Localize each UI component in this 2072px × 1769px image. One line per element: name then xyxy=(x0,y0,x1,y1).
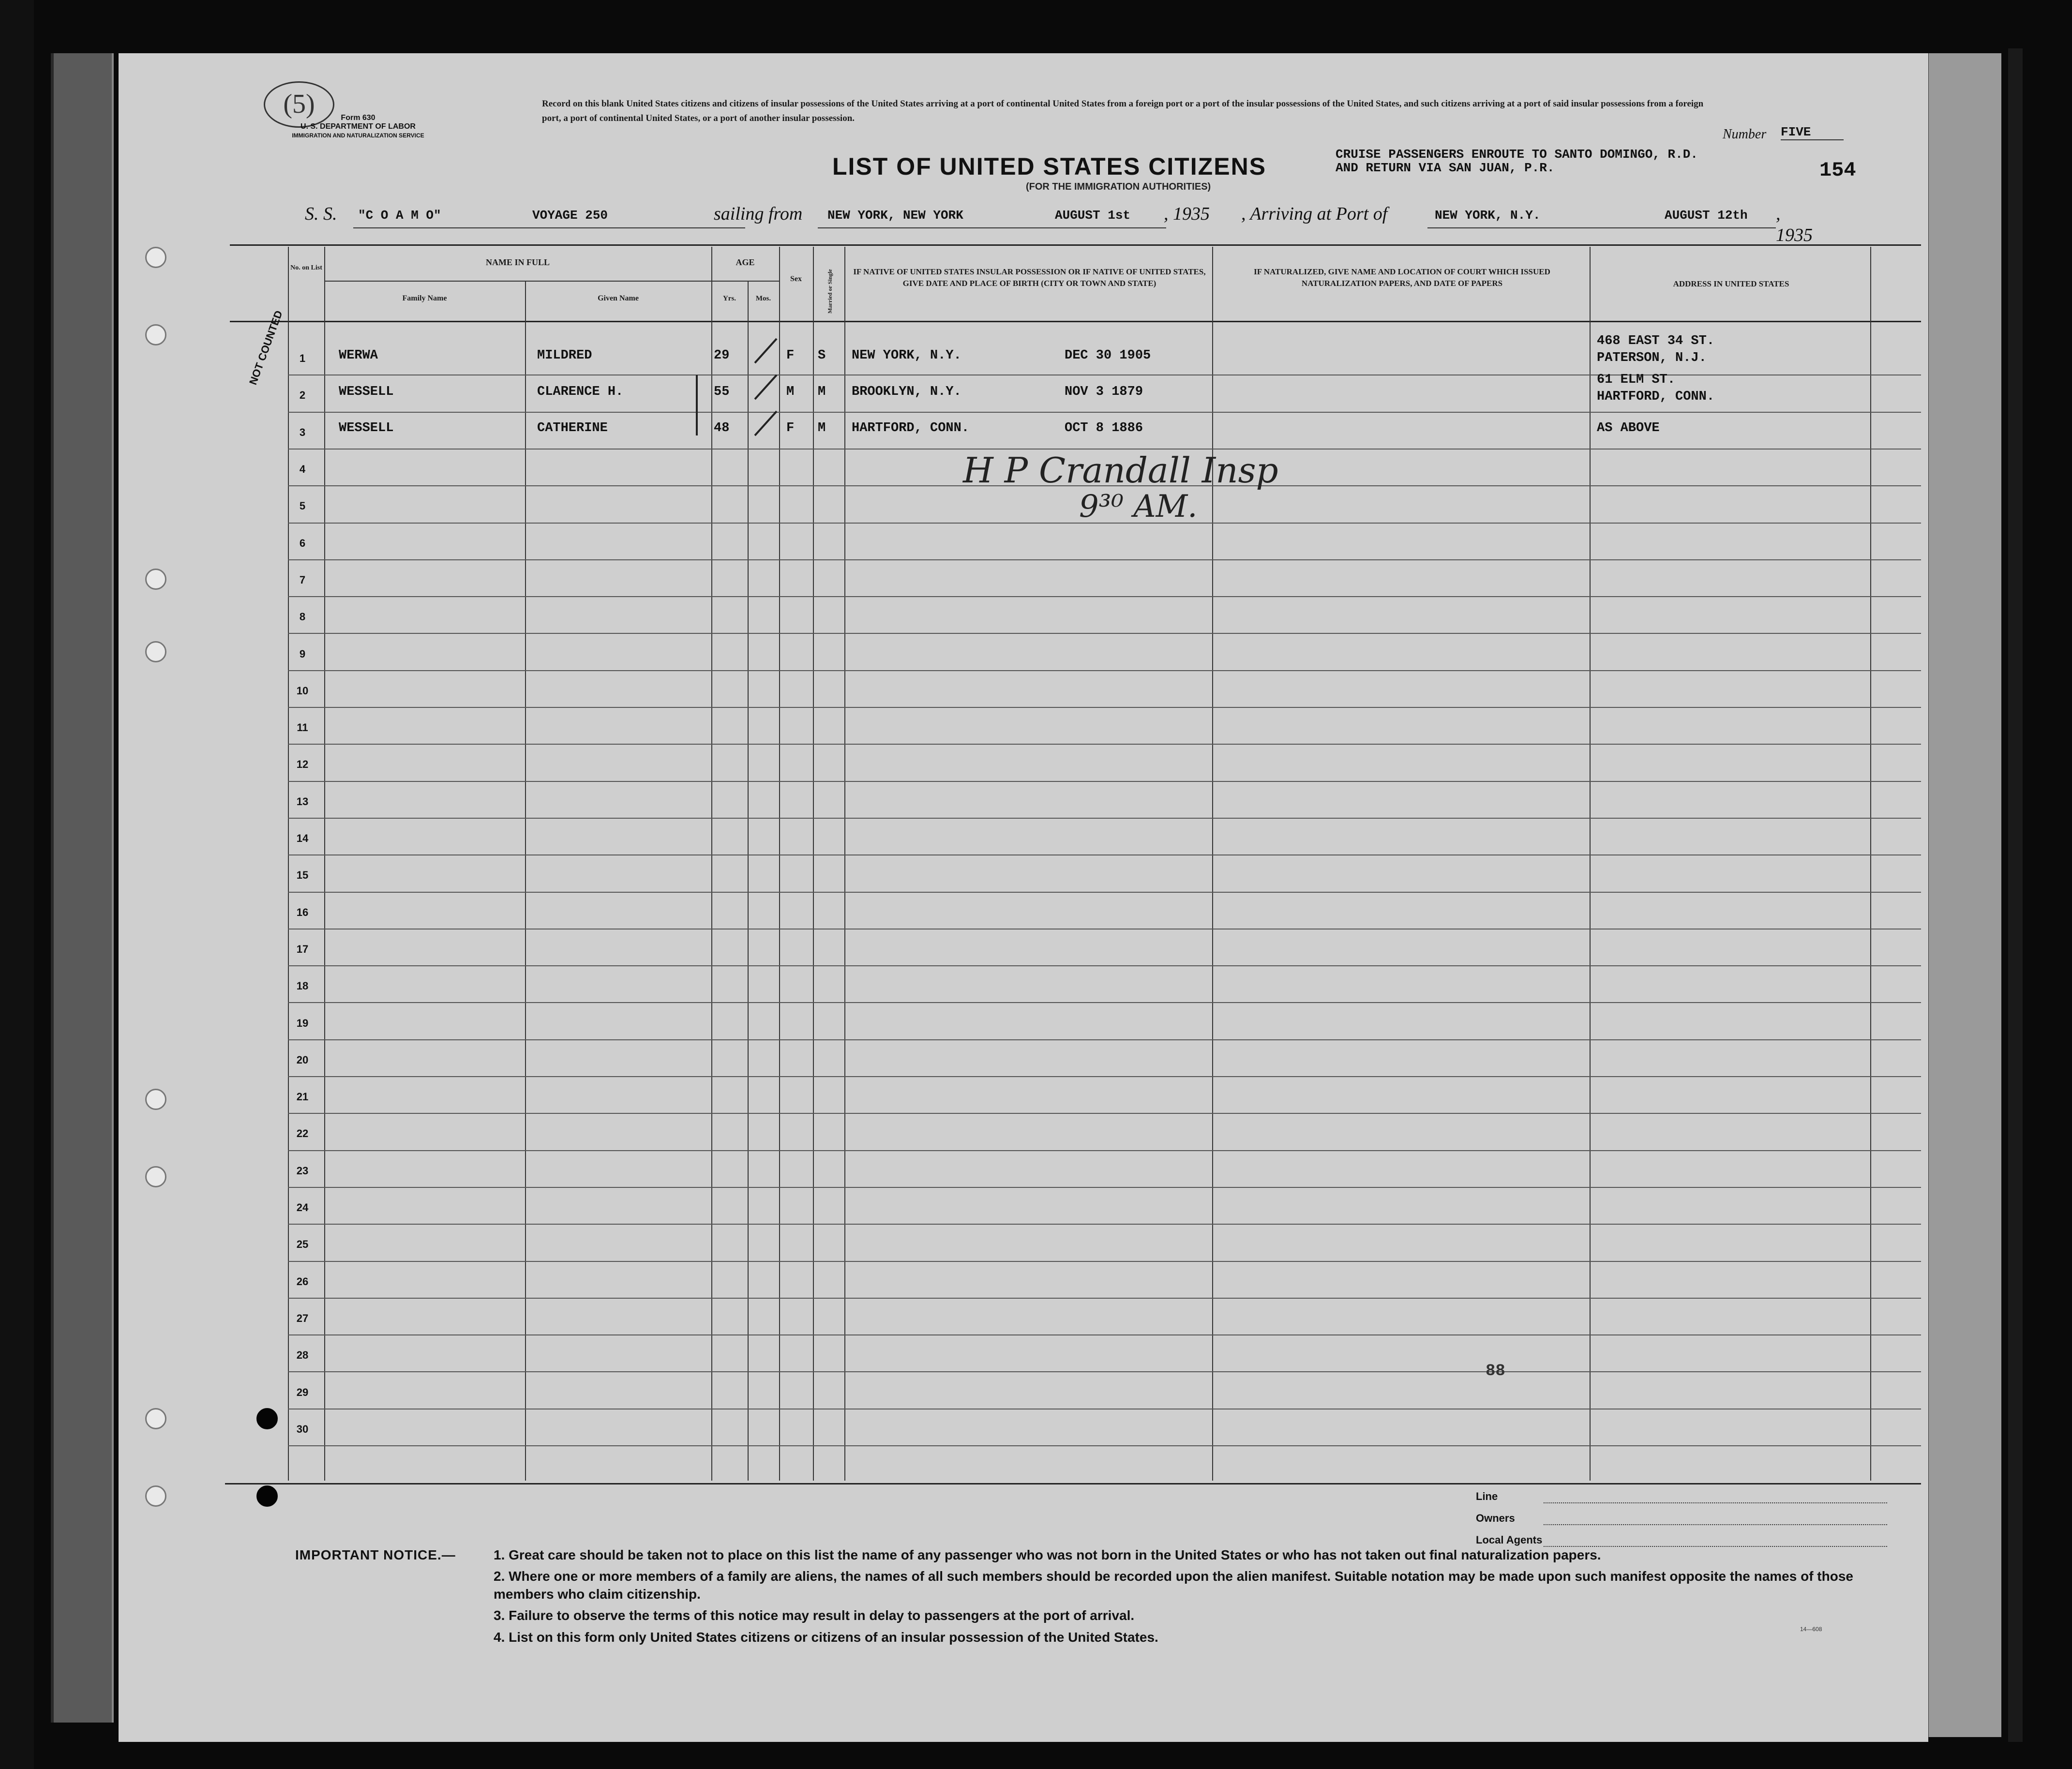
inspection-time: 9³⁰ AM. xyxy=(1079,489,1198,525)
family-name: WESSELL xyxy=(339,421,394,435)
row-number: 1 xyxy=(299,352,306,364)
row-number: 25 xyxy=(296,1238,309,1250)
row-line xyxy=(288,1113,1921,1114)
notice-item-4: 4. List on this form only United States citizens or citizens of an insular possession of the United States. xyxy=(494,1630,1158,1645)
number-label: Number xyxy=(1723,127,1767,142)
header-family-name: Family Name xyxy=(402,294,447,302)
row-number: 20 xyxy=(296,1054,309,1066)
birth-place: HARTFORD, CONN. xyxy=(852,421,970,435)
row-number: 6 xyxy=(299,537,306,549)
stamp-number: 88 xyxy=(1486,1362,1505,1380)
number-value: FIVE xyxy=(1781,125,1844,140)
header-naturalized: IF NATURALIZED, GIVE NAME AND LOCATION OF COURT WHICH ISSUED NATURALIZATION PAPERS, AND DATE OF PAPERS xyxy=(1254,267,1550,288)
punch-hole xyxy=(145,641,166,662)
notice-item-1: 1. Great care should be taken not to place on this list the name of any passenger who was not born in the United States or who has not taken out final naturalization papers. xyxy=(494,1547,1601,1562)
row-line xyxy=(288,1187,1921,1188)
row-number: 10 xyxy=(296,685,309,697)
address-line-2: PATERSON, N.J. xyxy=(1597,351,1707,365)
marital-status: M xyxy=(818,385,826,399)
row-number: 26 xyxy=(296,1275,309,1288)
column-divider xyxy=(1212,247,1213,1481)
header-married-single: Married or Single xyxy=(826,269,833,314)
age-years: 48 xyxy=(714,421,730,435)
birth-place: NEW YORK, N.Y. xyxy=(852,348,961,363)
address-line-2: HARTFORD, CONN. xyxy=(1597,390,1715,404)
arriving-label: , Arriving at Port of xyxy=(1241,204,1388,224)
address-line-1: 468 EAST 34 ST. xyxy=(1597,334,1715,348)
birth-date: OCT 8 1886 xyxy=(1065,421,1143,435)
carrier-info xyxy=(1476,1485,1542,1551)
marital-status: M xyxy=(818,421,826,435)
given-name: CLARENCE H. xyxy=(537,385,624,399)
departure-port: NEW YORK, NEW YORK xyxy=(827,208,963,223)
row-number: 17 xyxy=(296,943,309,955)
row-line xyxy=(288,781,1921,782)
row-number: 4 xyxy=(299,463,306,475)
row-line xyxy=(288,559,1921,560)
column-divider xyxy=(748,281,749,1481)
row-number: 30 xyxy=(296,1423,309,1435)
row-line xyxy=(288,1371,1921,1372)
binder-spine xyxy=(51,53,114,1723)
row-line xyxy=(288,1445,1921,1446)
ss-label: S. S. xyxy=(305,204,337,224)
row-number: 13 xyxy=(296,795,309,808)
family-name: WESSELL xyxy=(339,385,394,399)
rule xyxy=(818,227,1166,228)
given-name: CATHERINE xyxy=(537,421,608,435)
address-line-1: 61 ELM ST. xyxy=(1597,373,1676,387)
row-number: 27 xyxy=(296,1312,309,1324)
header-no-on-list: No. on List xyxy=(290,264,322,271)
punch-hole xyxy=(145,247,166,268)
form-identifier: Form 630 U. S. DEPARTMENT OF LABOR IMMIGRATION AND NATURALIZATION SERVICE xyxy=(292,114,424,139)
header-age: AGE xyxy=(736,257,755,267)
page-subtitle: (FOR THE IMMIGRATION AUTHORITIES) xyxy=(1026,181,1211,192)
column-divider xyxy=(1870,247,1871,1481)
punch-hole xyxy=(145,324,166,345)
header-subrule xyxy=(324,281,779,282)
agents-label: Local Agents xyxy=(1476,1534,1543,1546)
birth-place: BROOKLYN, N.Y. xyxy=(852,385,961,399)
page-number: 154 xyxy=(1819,159,1856,182)
column-divider xyxy=(813,247,814,1481)
notice-item-2: 2. Where one or more members of a family are aliens, the names of all such members should be recorded upon the alien manifest. Suitable notation may be made upon such manifest opposite the names of those members who claim citizenship. xyxy=(494,1569,1853,1602)
given-name: MILDRED xyxy=(537,348,592,363)
row-line xyxy=(288,412,1921,413)
fill-line xyxy=(1544,1502,1887,1503)
punch-hole xyxy=(145,1485,166,1507)
punch-hole xyxy=(145,569,166,590)
birth-date: DEC 30 1905 xyxy=(1065,348,1151,363)
arrival-port: NEW YORK, N.Y. xyxy=(1435,208,1541,223)
row-number: 8 xyxy=(299,611,306,623)
row-number: 11 xyxy=(297,721,308,734)
row-line xyxy=(288,1224,1921,1225)
punch-hole xyxy=(145,1166,166,1187)
row-line xyxy=(288,892,1921,893)
row-line xyxy=(288,1298,1921,1299)
page-title: LIST OF UNITED STATES CITIZENS xyxy=(832,153,1267,180)
sex: M xyxy=(786,385,795,399)
column-divider xyxy=(844,247,845,1481)
age-years: 55 xyxy=(714,385,730,399)
row-line xyxy=(288,1076,1921,1077)
owners-label: Owners xyxy=(1476,1512,1515,1524)
row-line xyxy=(288,633,1921,634)
age-tick-marks xyxy=(750,334,784,450)
sex: F xyxy=(786,348,795,363)
binder-edge-right xyxy=(2008,48,2023,1742)
column-divider xyxy=(324,247,325,1481)
row-number: 7 xyxy=(299,574,306,586)
row-number: 5 xyxy=(299,500,306,512)
adjacent-page-edge xyxy=(1926,53,2001,1737)
punch-hole xyxy=(145,1089,166,1110)
row-line xyxy=(288,1261,1921,1262)
row-line xyxy=(288,707,1921,708)
punch-hole xyxy=(256,1485,278,1507)
age-years: 29 xyxy=(714,348,730,363)
header-birth: IF NATIVE OF UNITED STATES INSULAR POSSESSION OR IF NATIVE OF UNITED STATES, GIVE DATE AND PLACE OF BIRTH (CITY OR TOWN AND STATE) xyxy=(853,267,1206,288)
voyage-number: VOYAGE 250 xyxy=(532,208,608,223)
notice-item-3: 3. Failure to observe the terms of this notice may result in delay to passengers at the port of arrival. xyxy=(494,1608,1135,1623)
row-line xyxy=(288,596,1921,597)
rule xyxy=(1427,227,1776,228)
header-mos: Mos. xyxy=(755,295,771,302)
column-divider xyxy=(288,247,289,1481)
circled-number: (5) xyxy=(264,81,334,128)
cruise-note: CRUISE PASSENGERS ENROUTE TO SANTO DOMINGO, R.D. AND RETURN VIA SAN JUAN, P.R. xyxy=(1336,147,1698,175)
row-number: 19 xyxy=(296,1017,309,1029)
row-line xyxy=(288,670,1921,671)
ship-name: "C O A M O" xyxy=(358,208,441,223)
sailing-label: sailing from xyxy=(714,204,803,224)
birth-date: NOV 3 1879 xyxy=(1065,385,1143,399)
row-line xyxy=(288,1039,1921,1040)
line-label: Line xyxy=(1476,1490,1498,1502)
form-code: 14—608 xyxy=(1800,1626,1822,1633)
voyage-line xyxy=(305,203,1813,245)
fill-line xyxy=(1544,1524,1887,1525)
header-address: ADDRESS IN UNITED STATES xyxy=(1673,279,1789,288)
departure-year: , 1935 xyxy=(1164,204,1210,224)
column-divider xyxy=(525,281,526,1481)
row-number: 29 xyxy=(296,1386,309,1398)
row-line xyxy=(288,965,1921,966)
row-number: 14 xyxy=(296,832,309,844)
family-name: WERWA xyxy=(339,348,378,363)
row-line xyxy=(288,1002,1921,1003)
row-number: 22 xyxy=(296,1127,309,1139)
row-number: 24 xyxy=(296,1201,309,1214)
header-sex: Sex xyxy=(790,275,802,283)
row-number: 28 xyxy=(296,1349,309,1361)
sex: F xyxy=(786,421,795,435)
binder-edge-left xyxy=(0,0,34,1769)
arrival-date: AUGUST 12th xyxy=(1665,208,1748,223)
header-yrs: Yrs. xyxy=(722,295,736,302)
row-number: 21 xyxy=(296,1091,309,1103)
bracket-mark xyxy=(692,373,702,440)
row-line xyxy=(288,1150,1921,1151)
punch-hole xyxy=(145,1408,166,1429)
row-number: 12 xyxy=(296,758,309,770)
header-given-name: Given Name xyxy=(598,294,639,302)
table-bottom-rule xyxy=(225,1483,1921,1484)
row-number: 23 xyxy=(296,1165,309,1177)
row-line xyxy=(288,1334,1921,1335)
arrival-year: , 1935 xyxy=(1776,204,1813,245)
notice-heading: IMPORTANT NOTICE.— xyxy=(295,1547,456,1562)
departure-date: AUGUST 1st xyxy=(1055,208,1131,223)
not-counted-stamp: NOT COUNTED xyxy=(247,309,285,387)
column-divider xyxy=(1590,247,1591,1481)
row-line xyxy=(288,818,1921,819)
row-number: 2 xyxy=(299,389,306,401)
rule xyxy=(353,227,745,228)
row-line xyxy=(288,744,1921,745)
row-number: 18 xyxy=(296,980,309,992)
marital-status: S xyxy=(818,348,826,363)
form-instructions: Record on this blank United States citizens and citizens of insular possessions of the United States arriving at a port of continental United States from a foreign port or a port of the insular possessions of the United States, and such citizens arriving at a port of said insular possessions from a foreign port, a port of continental United States, or a port of another insular possession. xyxy=(542,99,1704,123)
address-line-1: AS ABOVE xyxy=(1597,421,1660,435)
header-name-in-full: NAME IN FULL xyxy=(485,257,550,267)
row-number: 9 xyxy=(299,648,306,660)
row-number: 16 xyxy=(296,906,309,918)
column-divider xyxy=(711,247,712,1481)
row-number: 3 xyxy=(299,426,306,438)
row-number: 15 xyxy=(296,869,309,881)
inspector-signature: H P Crandall Insp xyxy=(963,450,1278,491)
row-line xyxy=(288,449,1921,450)
